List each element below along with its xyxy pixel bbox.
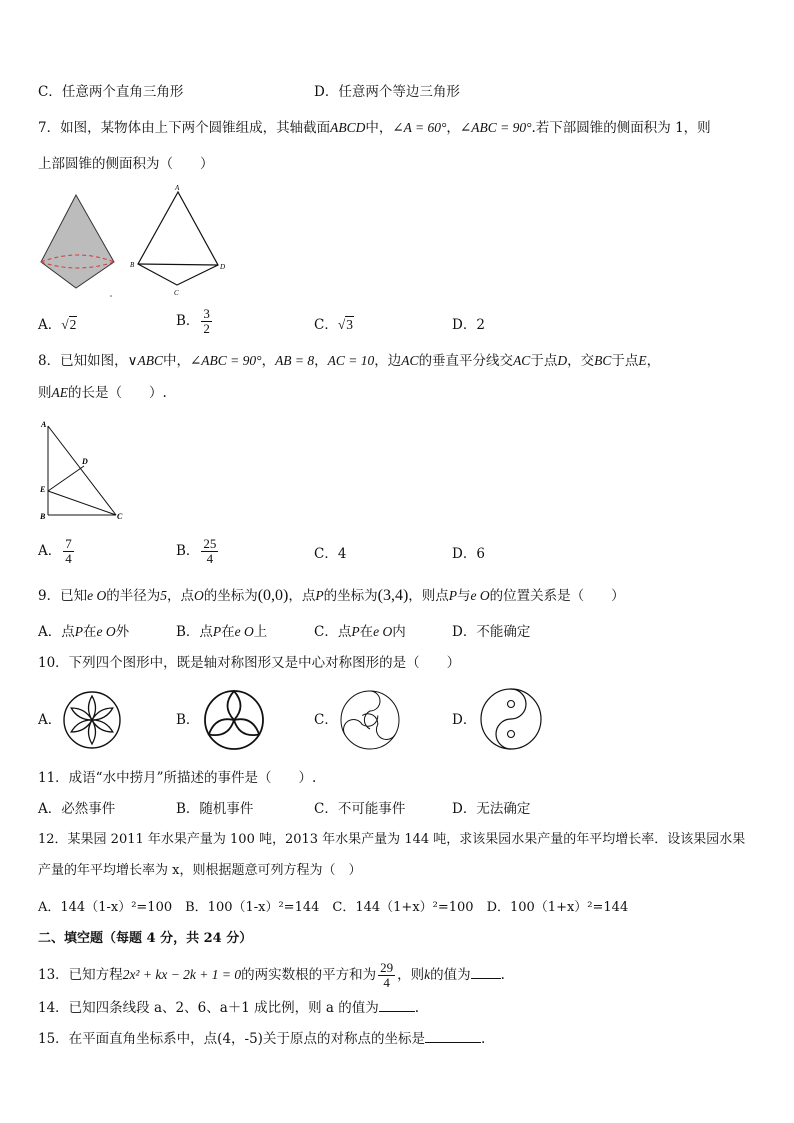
- q14-stem: [38, 999, 419, 1017]
- q8-triangle: ∨ABC: [127, 353, 163, 368]
- q9-text-h: 与: [457, 588, 471, 604]
- q13-text-c: ，则: [397, 967, 425, 983]
- q8-e: E: [638, 353, 647, 368]
- q7-angle-abc: ∠ABC = 90°: [459, 120, 532, 135]
- q8-label-a: A: [41, 420, 47, 429]
- q8-option-a-den: 4: [65, 551, 72, 566]
- q8-number: 8．: [38, 353, 61, 369]
- q7-option-a-label: A．: [38, 317, 62, 333]
- q9-option-c-d: 内: [392, 624, 406, 640]
- q9-option-a-d: 外: [115, 624, 130, 640]
- q7-option-b-fraction: [201, 307, 212, 336]
- q7-option-b: [176, 307, 214, 336]
- q8-ac2: AC: [401, 353, 419, 368]
- q9-option-a-a: A．点: [38, 624, 75, 640]
- q9-p-coord: (3,4): [377, 587, 409, 604]
- q8-option-b: [176, 537, 220, 566]
- q8-ab: AB = 8: [275, 353, 315, 368]
- q8-option-a-num: 7: [65, 536, 72, 551]
- q7-comma: ，: [446, 120, 460, 136]
- q13-text-d: 的值为: [430, 967, 471, 983]
- q8-sep2: ，: [314, 353, 328, 369]
- q13-equation: 2x² + kx − 2k + 1 = 0: [122, 967, 242, 982]
- q8-stem-b: 中，: [162, 353, 190, 369]
- q7-section-figure: [128, 184, 232, 298]
- q12-stem-line1: 12．某果园 2011 年水果产量为 100 吨，2013 年水果产量为 144 吨，求该果园水果产量的年平均增长率．设该果园水果: [38, 832, 746, 847]
- q11-option-a: A．必然事件: [38, 801, 116, 817]
- q8-stem-line1: [38, 352, 660, 370]
- q8-figure: [38, 418, 130, 524]
- q7-option-c-radicand: 3: [346, 317, 354, 332]
- q7-option-b-den: 2: [203, 321, 210, 336]
- q9-text-k: 的位置关系是（ ）: [489, 588, 625, 604]
- q7-diagonal-bd: [138, 264, 218, 265]
- q9-option-b-d: 上: [253, 624, 268, 640]
- q7-option-b-num: 3: [203, 306, 210, 321]
- q9-text-c: ，点: [166, 588, 194, 604]
- q11-option-b: B．随机事件: [176, 801, 254, 817]
- q8-bc: BC: [594, 353, 612, 368]
- q9-option-c-a: C．点: [314, 624, 352, 640]
- q10-a-petal: [69, 705, 93, 723]
- q8-ac3: AC: [513, 353, 531, 368]
- q8-label-b: B: [40, 512, 46, 521]
- q13-fraction: [378, 961, 395, 990]
- q8-stem-e: 于点: [530, 353, 558, 369]
- q15-answer-blank[interactable]: [425, 1030, 481, 1043]
- q10-a-petal: [90, 717, 114, 735]
- q8-option-b-den: 4: [206, 551, 214, 566]
- q10-figure-a-flower: [62, 690, 122, 750]
- q15-text-a: 15．在平面直角坐标系中，点(4，-5)关于原点的对称点的坐标是: [38, 1031, 425, 1047]
- q9-point-p: P: [315, 588, 324, 603]
- q7-option-d-label: D．: [452, 317, 477, 333]
- q7-option-c: [314, 316, 354, 334]
- q8-stem-d: 的垂直平分线交: [418, 353, 514, 369]
- q10-figure-c-swirl: [338, 688, 402, 752]
- q13-text-a: 13．已知方程: [38, 967, 123, 983]
- q8-option-c: C．4: [314, 546, 347, 562]
- q13-answer-blank[interactable]: [471, 966, 501, 979]
- q13-k: k: [424, 967, 431, 982]
- q6-option-d: D．任意两个等边三角形: [314, 84, 460, 100]
- q9-radius: 5: [160, 588, 167, 603]
- q6-option-c: C．任意两个直角三角形: [38, 84, 184, 100]
- q7-option-a-radicand: 2: [69, 317, 77, 332]
- q7-label-d: D: [220, 263, 226, 271]
- q8-label-e: E: [40, 485, 46, 494]
- q7-stem-line2: 上部圆锥的侧面积为（ ）: [38, 156, 214, 172]
- q10-c-swirl: [357, 711, 398, 744]
- q8-segment-ec: [48, 491, 116, 515]
- q10-option-c-label: C．: [314, 712, 338, 728]
- q8-option-b-label: B．: [176, 543, 200, 559]
- q7-option-a-sqrt: √2: [61, 317, 77, 332]
- q13-fraction-den: 4: [383, 975, 390, 990]
- section2-title: 二、填空题（每题 4 分，共 24 分）: [38, 931, 253, 946]
- q9-option-a-circle: e O: [96, 624, 116, 639]
- q10-d-s-curve: [496, 689, 526, 749]
- q13-stem: [38, 961, 505, 990]
- q9-option-b-circle: e O: [234, 624, 254, 639]
- q7-solid-figure: [38, 192, 120, 300]
- q7-stem-b: 中，: [365, 120, 393, 136]
- q8-option-d: D．6: [452, 546, 485, 562]
- q7-stem-a: 如图，某物体由上下两个圆锥组成，其轴截面: [60, 120, 331, 136]
- q9-text-d: 的坐标为: [203, 588, 258, 604]
- q8-option-a: [38, 537, 76, 566]
- q9-text-f: 的坐标为: [323, 588, 378, 604]
- q8-segment-ed: [48, 466, 84, 491]
- q8-d: D: [557, 353, 568, 368]
- q8-sep1: ，: [261, 353, 276, 369]
- q8-stem-line2: [38, 384, 167, 402]
- q9-option-c: [314, 623, 406, 641]
- q9-option-a: [38, 623, 129, 641]
- q8-stem-h: ，: [646, 353, 661, 369]
- q7-option-c-sqrt: √3: [337, 317, 354, 332]
- q7-angle-a: ∠A = 60°: [392, 120, 447, 135]
- q10-figure-b-three-leaves: [202, 688, 266, 752]
- q12-options: A．144（1-x）²=100 B．100（1-x）²=144 C．144（1+x）²=100 D．100（1+x）²=144: [38, 900, 629, 915]
- q14-text-b: .: [414, 1000, 420, 1016]
- q9-text-b: 的半径为: [106, 588, 161, 604]
- q8-stem-g: 于点: [611, 353, 639, 369]
- q11-stem: 11．成语“水中捞月”所描述的事件是（ ）.: [38, 770, 317, 786]
- q8-option-a-fraction: [63, 537, 74, 566]
- q7-cone-body: [41, 195, 114, 288]
- q9-option-d: D．不能确定: [452, 624, 531, 640]
- q13-text-e: .: [500, 967, 505, 983]
- q7-figure-dot: [110, 295, 112, 297]
- q9-option-c-p: P: [351, 624, 360, 639]
- q10-c-swirl: [340, 707, 381, 740]
- q10-figure-d-taiji: [478, 686, 544, 752]
- q8-stem-a: 已知如图，: [60, 353, 128, 369]
- q7-label-b: B: [130, 261, 135, 269]
- q9-option-b: [176, 623, 267, 641]
- q9-point-o: O: [193, 588, 204, 603]
- q10-stem: 10．下列四个图形中，既是轴对称图形又是中心对称图形的是（ ）: [38, 655, 461, 671]
- q7-option-c-label: C．: [314, 317, 338, 333]
- q9-point-p2: P: [448, 588, 458, 603]
- q10-option-d-label: D．: [452, 712, 477, 728]
- q8-option-a-label: A．: [38, 543, 62, 559]
- q15-stem: [38, 1030, 485, 1048]
- q11-option-d: D．无法确定: [452, 801, 531, 817]
- q7-label-c: C: [174, 289, 179, 297]
- q10-d-lower-dot: [508, 731, 515, 738]
- q8-line2-a: 则: [38, 385, 52, 401]
- q9-number: 9．: [38, 588, 61, 604]
- q9-option-b-p: P: [212, 624, 222, 639]
- q7-number: 7．: [38, 120, 61, 136]
- q7-stem-line1: [38, 119, 711, 137]
- q7-option-d: [452, 316, 485, 334]
- q10-option-b-label: B．: [176, 712, 200, 728]
- q7-label-a: A: [175, 184, 180, 192]
- q10-b-leaf: [228, 691, 241, 720]
- q9-option-a-b: 在: [83, 624, 97, 640]
- q7-abcd: ABCD: [330, 120, 366, 135]
- q9-text-a: 已知: [60, 588, 88, 604]
- q8-ae: AE: [51, 385, 68, 400]
- q7-option-b-label: B．: [176, 313, 200, 329]
- q7-quadrilateral: [138, 192, 218, 285]
- q9-option-b-b: 在: [221, 624, 235, 640]
- q10-option-a-label: A．: [38, 712, 62, 728]
- q9-text-e: ，点: [288, 588, 316, 604]
- q8-label-c: C: [117, 512, 123, 521]
- q10-d-upper-dot: [508, 701, 515, 708]
- q9-option-c-circle: e O: [373, 624, 393, 639]
- q9-option-c-b: 在: [359, 624, 374, 640]
- q7-stem-c: .若下部圆锥的侧面积为 1，则: [531, 120, 711, 136]
- q8-side-ac: [48, 426, 116, 515]
- q8-stem-c: ，边: [374, 353, 402, 369]
- q9-o-coord: (0,0): [257, 587, 289, 604]
- q13-fraction-num: 29: [380, 960, 394, 975]
- q9-option-a-p: P: [74, 624, 83, 639]
- q13-text-b: 的两实数根的平方和为: [241, 967, 377, 983]
- q7-option-a: [38, 316, 77, 334]
- q9-stem: [38, 587, 625, 605]
- q11-option-c: C．不可能事件: [314, 801, 406, 817]
- q9-circle-1: e O: [87, 588, 107, 603]
- q9-text-g: ，则点: [408, 588, 449, 604]
- q8-option-b-fraction: [201, 537, 218, 566]
- q12-stem-line2: 产量的年平均增长率为 x，则根据题意可列方程为（ ）: [38, 863, 362, 878]
- q8-label-d: D: [82, 457, 88, 466]
- q8-line2-b: 的长是（ ）.: [68, 385, 167, 401]
- q8-angle: ∠ABC = 90°: [189, 353, 262, 368]
- q9-option-b-a: B．点: [176, 624, 213, 640]
- q8-ac: AC = 10: [327, 353, 375, 368]
- q7-option-d-value: 2: [476, 317, 485, 333]
- q15-text-b: .: [480, 1031, 486, 1047]
- q8-stem-f: ，交: [567, 353, 595, 369]
- q8-option-b-num: 25: [203, 536, 217, 551]
- q14-text-a: 14．已知四条线段 a、2、6、a＋1 成比例，则 a 的值为: [38, 1000, 379, 1016]
- q14-answer-blank[interactable]: [379, 999, 415, 1012]
- q9-circle-2: e O: [470, 588, 490, 603]
